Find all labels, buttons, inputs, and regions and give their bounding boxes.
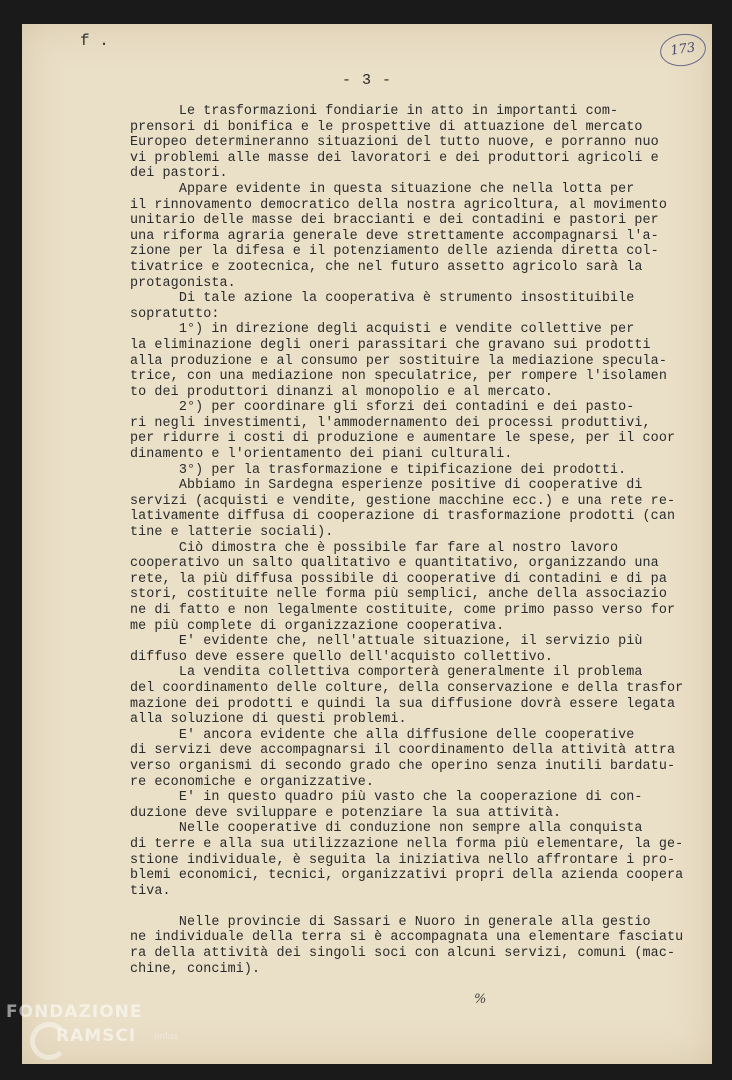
text-line: di terre e alla sua utilizzazione nella forma più elementare, la ge-: [130, 836, 684, 852]
text-line: E' in questo quadro più vasto che la cooperazione di con-: [130, 790, 643, 806]
text-line: il rinnovamento democratico della nostra agricoltura, al movimento: [130, 197, 667, 213]
footer-mark: %: [474, 992, 487, 1007]
watermark-line2: RAMSCI: [56, 1026, 137, 1046]
text-line: servizi (acquisti e vendite, gestione macchine ecc.) e una rete re-: [130, 493, 676, 509]
text-line: [130, 899, 690, 915]
watermark-small: onlus: [154, 1032, 179, 1042]
text-line: Di tale azione la cooperativa è strumento insostituibile: [130, 291, 635, 307]
text-line: chine, concimi).: [130, 961, 261, 977]
text-line: ne di fatto e non legalmente costituite, come primo passo verso for: [130, 603, 676, 618]
text-line: una riforma agraria generale deve strettamente accompagnarsi l'a-: [130, 228, 659, 244]
corner-mark: f .: [80, 32, 109, 50]
watermark-line1: FONDAZIONE: [6, 1002, 143, 1022]
text-line: E' evidente che, nell'attuale situazione, il servizio più: [130, 634, 643, 650]
text-line: dinamento e l'orientamento dei piani culturali.: [130, 447, 513, 463]
text-line: rete, la più diffusa possibile di cooperative di contadini e di pa: [130, 571, 667, 587]
text-line: stione individuale, è seguita la iniziativa nello affrontare i pro-: [130, 852, 676, 868]
text-line: 3°) per la trasformazione e tipificazione dei prodotti.: [130, 462, 627, 478]
text-line: vi problemi alle masse dei lavoratori e dei produttori agricoli e: [130, 150, 659, 166]
text-line: del coordinamento delle colture, della conservazione e della trasfor: [130, 680, 684, 696]
text-line: 2°) per coordinare gli sforzi dei contadini e dei pasto-: [130, 400, 635, 416]
text-line: duzione deve sviluppare e potenziare la sua attività.: [130, 805, 562, 821]
text-line: Abbiamo in Sardegna esperienze positive di cooperative di: [130, 478, 643, 494]
text-line: La vendita collettiva comporterà generalmente il problema: [130, 665, 643, 681]
text-line: to dei produttori dinanzi al monopolio e al mercato.: [130, 384, 554, 400]
text-line: tiva.: [130, 883, 171, 899]
text-line: blemi economici, tecnici, organizzativi propri della azienda coopera: [130, 868, 684, 884]
text-line: tine e latterie sociali).: [130, 525, 334, 541]
text-line: lativamente diffusa di cooperazione di trasformazione prodotti (can: [130, 509, 676, 525]
text-line: per ridurre i costi di produzione e aumentare le spese, per il coor: [130, 431, 676, 447]
text-line: Europeo determineranno situazioni del tutto nuove, e porranno nuo: [130, 135, 659, 151]
text-line: trice, con una mediazione non speculatrice, per rompere l'isolamen: [130, 369, 667, 385]
text-line: mazione dei prodotti e quindi la sua diffusione dovrà essere legata: [130, 696, 676, 712]
document-body: [130, 104, 690, 977]
text-line: unitario delle masse dei braccianti e dei contadini e pastori per: [130, 213, 659, 229]
text-line: verso organismi di secondo grado che operino senza inutili bardatu-: [130, 758, 676, 774]
text-line: diffuso deve essere quello dell'acquisto collettivo.: [130, 649, 554, 665]
text-line: protagonista.: [130, 275, 236, 291]
text-line: E' ancora evidente che alla diffusione delle cooperative: [130, 727, 635, 743]
text-line: ne individuale della terra si è accompagnata una elementare fasciatu: [130, 930, 684, 946]
text-line: Ciò dimostra che è possibile far fare al nostro lavoro: [130, 540, 619, 556]
text-line: dei pastori.: [130, 166, 228, 182]
text-line: me più complete di organizzazione cooperativa.: [130, 618, 505, 634]
text-line: alla produzione e al consumo per sostituire la mediazione specula-: [130, 353, 667, 369]
text-line: zione per la difesa e il potenziamento delle azienda diretta col-: [130, 244, 659, 260]
text-line: di servizi deve accompagnarsi il coordinamento della attività attra: [130, 743, 676, 759]
text-line: Le trasformazioni fondiarie in atto in importanti com-: [130, 104, 619, 119]
document-page: [22, 24, 712, 1064]
page-number: - 3 -: [341, 72, 392, 89]
text-line: ra della attività dei singoli soci con alcuni servizi, comuni (mac-: [130, 946, 676, 962]
archive-number-stamp: 173: [658, 31, 708, 69]
text-line: re economiche e organizzative.: [130, 774, 375, 790]
text-line: prensori di bonifica e le prospettive di attuazione del mercato: [130, 119, 643, 135]
text-line: alla soluzione di questi problemi.: [130, 712, 407, 728]
text-line: sopratutto:: [130, 306, 220, 322]
text-line: stori, costituite nelle forma più semplici, anche della associazio: [130, 587, 667, 603]
text-line: la eliminazione degli oneri parassitari che gravano sui prodotti: [130, 337, 651, 353]
text-line: Nelle cooperative di conduzione non sempre alla conquista: [130, 821, 643, 837]
watermark-logo: [6, 1000, 186, 1080]
text-line: cooperativo un salto qualitativo e quantitativo, organizzando una: [130, 556, 659, 572]
text-line: Appare evidente in questa situazione che nella lotta per: [130, 181, 635, 197]
text-line: ri negli investimenti, l'ammodernamento dei processi produttivi,: [130, 415, 651, 431]
text-line: 1°) in direzione degli acquisti e vendite collettive per: [130, 322, 635, 338]
text-line: Nelle provincie di Sassari e Nuoro in generale alla gestio: [130, 914, 651, 930]
text-line: tivatrice e zootecnica, che nel futuro assetto agricolo sarà la: [130, 259, 643, 275]
